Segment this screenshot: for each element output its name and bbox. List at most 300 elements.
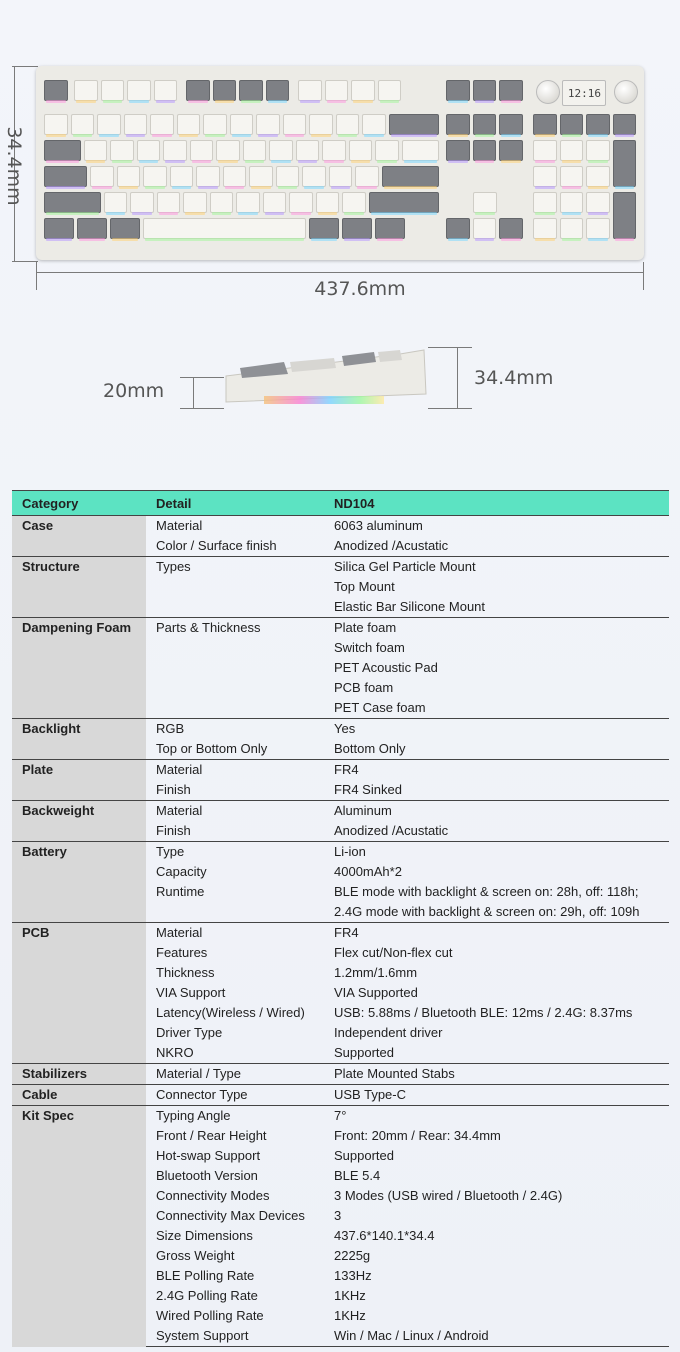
detail-cell: Size Dimensions: [156, 1228, 253, 1243]
detail-cell: [146, 577, 324, 597]
rgb-glow: [103, 100, 123, 103]
rgb-glow: [46, 238, 72, 241]
keycap: [170, 166, 194, 187]
spec-group: [12, 1064, 669, 1085]
keycap: [355, 166, 379, 187]
rgb-glow: [448, 160, 468, 163]
detail-cell: Material: [146, 923, 324, 944]
rgb-glow: [615, 186, 635, 189]
spec-group: [12, 516, 669, 557]
table-row: [12, 1106, 669, 1127]
keycap: [533, 114, 557, 135]
keycap: [533, 166, 557, 187]
rgb-glow: [185, 212, 205, 215]
value-cell: Li-ion: [324, 842, 669, 863]
rgb-glow: [258, 134, 278, 137]
rgb-glow: [285, 134, 305, 137]
keycap: [378, 80, 402, 101]
keycap: [586, 114, 610, 135]
spec-group: [12, 557, 669, 618]
keycap: [283, 114, 307, 135]
keycap: [473, 192, 497, 213]
detail-cell: Material: [146, 760, 324, 781]
keycap: [243, 140, 267, 161]
rgb-glow: [501, 100, 521, 103]
keycap: [322, 140, 346, 161]
rgb-glow: [139, 160, 159, 163]
detail-cell: Gross Weight: [156, 1248, 235, 1263]
keycap: [362, 114, 386, 135]
detail-cell: Type: [146, 842, 324, 863]
keycap: [213, 80, 237, 101]
rgb-glow: [588, 160, 608, 163]
rgb-glow: [205, 134, 225, 137]
spec-table: [12, 490, 669, 1347]
keycap: [336, 114, 360, 135]
height-dim-label: 34.4mm: [3, 126, 25, 206]
rgb-glow: [535, 212, 555, 215]
rgb-glow: [501, 134, 521, 137]
keycap: [216, 140, 240, 161]
keycap: [446, 140, 470, 161]
value-cell: Silica Gel Particle Mount: [324, 557, 669, 578]
header-category: Category: [12, 491, 146, 516]
keycap: [473, 114, 497, 135]
value-cell: PET Acoustic Pad: [334, 660, 438, 675]
keycap: [560, 114, 584, 135]
keycap: [473, 80, 497, 101]
rgb-glow: [106, 212, 126, 215]
keycap: [143, 218, 306, 239]
rgb-glow: [145, 186, 165, 189]
keycap: [124, 114, 148, 135]
front-height-label: 20mm: [103, 380, 165, 402]
rgb-glow: [562, 238, 582, 241]
rgb-glow: [304, 186, 324, 189]
category-cell: Structure: [12, 557, 146, 618]
rgb-glow: [46, 134, 66, 137]
value-cell: FR4: [324, 760, 669, 781]
keycap: [586, 218, 610, 239]
rear-height-label: 34.4mm: [474, 367, 554, 389]
rgb-glow: [92, 186, 112, 189]
rgb-glow: [475, 134, 495, 137]
keycap: [236, 192, 260, 213]
keycap: [44, 114, 68, 135]
keycap: [117, 166, 141, 187]
keycap: [44, 218, 74, 239]
rgb-glow: [46, 186, 85, 189]
value-cell: 2.4G mode with backlight & screen on: 29h, off: 109h: [334, 904, 640, 919]
keyboard-side-view: [224, 346, 428, 408]
detail-cell: Parts & Thickness: [146, 618, 324, 639]
rear-height-line: [457, 347, 458, 408]
table-row: [12, 760, 669, 781]
detail-cell: Material: [146, 801, 324, 822]
category-cell: Backlight: [12, 719, 146, 760]
rgb-glow: [562, 186, 582, 189]
keycap: [349, 140, 373, 161]
keycap: [90, 166, 114, 187]
keycap: [101, 80, 125, 101]
table-row: [12, 801, 669, 822]
spec-group: [12, 618, 669, 719]
rgb-glow: [344, 238, 370, 241]
rgb-glow: [271, 160, 291, 163]
keyboard-top-view: [36, 66, 644, 260]
keycap: [369, 192, 439, 213]
value-cell: 1KHz: [334, 1288, 366, 1303]
value-cell: 7°: [324, 1106, 669, 1127]
spec-group: [12, 801, 669, 842]
keycap: [210, 192, 234, 213]
rgb-glow: [338, 134, 358, 137]
keycap: [389, 114, 439, 135]
value-cell: Plate Mounted Stabs: [324, 1064, 669, 1085]
rgb-glow: [501, 160, 521, 163]
rgb-glow: [79, 238, 105, 241]
rgb-glow: [535, 160, 555, 163]
rgb-glow: [311, 238, 337, 241]
keycap: [382, 166, 439, 187]
rgb-glow: [475, 212, 495, 215]
rgb-glow: [46, 100, 66, 103]
category-cell: Dampening Foam: [12, 618, 146, 719]
rgb-glow: [126, 134, 146, 137]
header-model: ND104: [324, 491, 669, 516]
spec-group: [12, 923, 669, 1064]
value-cell: Anodized /Acustatic: [334, 823, 449, 838]
keycap: [269, 140, 293, 161]
table-row: [12, 923, 669, 944]
keycap: [613, 114, 637, 135]
keycap: [223, 166, 247, 187]
keycap: [163, 140, 187, 161]
detail-cell: Connectivity Modes: [156, 1188, 270, 1203]
keycap: [446, 80, 470, 101]
rgb-glow: [245, 160, 265, 163]
keycap: [137, 140, 161, 161]
rgb-glow: [129, 100, 149, 103]
keycap: [533, 218, 557, 239]
rgb-glow: [265, 212, 285, 215]
detail-cell: Finish: [156, 782, 191, 797]
rgb-glow: [298, 160, 318, 163]
rgb-glow: [588, 212, 608, 215]
keycap: [342, 192, 366, 213]
keycap: [157, 192, 181, 213]
rgb-glow: [232, 134, 252, 137]
front-height-tick-top: [180, 377, 224, 378]
keycap: [71, 114, 95, 135]
keycap: [533, 192, 557, 213]
keycap: [560, 140, 584, 161]
category-cell: Stabilizers: [12, 1064, 146, 1085]
rgb-glow: [344, 212, 364, 215]
rgb-glow: [615, 134, 635, 137]
height-dim-tick-top: [12, 66, 38, 67]
keycap: [97, 114, 121, 135]
category-cell: PCB: [12, 923, 146, 1064]
category-cell: Kit Spec: [12, 1106, 146, 1347]
rgb-glow: [475, 100, 495, 103]
keycap: [289, 192, 313, 213]
value-cell: Anodized /Acustatic: [334, 538, 449, 553]
rear-height-tick-top: [428, 347, 472, 348]
value-cell: USB: 5.88ms / Bluetooth BLE: 12ms / 2.4G: 8.37ms: [334, 1005, 633, 1020]
keycap: [499, 218, 523, 239]
rgb-glow: [318, 212, 338, 215]
detail-cell: [146, 678, 324, 698]
detail-cell: 2.4G Polling Rate: [156, 1288, 258, 1303]
value-cell: Bottom Only: [334, 741, 406, 756]
value-cell: FR4: [324, 923, 669, 944]
keycap: [130, 192, 154, 213]
keycap: [44, 192, 101, 213]
keycap: [309, 114, 333, 135]
detail-cell: Capacity: [156, 864, 207, 879]
keycap: [351, 80, 375, 101]
value-cell: Front: 20mm / Rear: 34.4mm: [334, 1128, 501, 1143]
keycap: [44, 140, 81, 161]
rgb-glow: [371, 212, 437, 215]
table-row: [12, 1064, 669, 1085]
header-detail: Detail: [146, 491, 324, 516]
rgb-glow: [562, 134, 582, 137]
rgb-glow: [380, 100, 400, 103]
keycap: [499, 140, 523, 161]
value-cell: 1KHz: [334, 1308, 366, 1323]
rgb-glow: [535, 238, 555, 241]
rgb-glow: [73, 134, 93, 137]
keycap: [560, 192, 584, 213]
rgb-glow: [351, 160, 371, 163]
table-row: [12, 719, 669, 740]
width-dim-label: 437.6mm: [314, 278, 406, 300]
height-dim-tick-bottom: [12, 261, 38, 262]
detail-cell: [146, 902, 324, 923]
value-cell: Flex cut/Non-flex cut: [334, 945, 453, 960]
rgb-glow: [238, 212, 258, 215]
rgb-glow: [156, 100, 176, 103]
table-row: [12, 618, 669, 639]
value-cell: BLE mode with backlight & screen on: 28h, off: 118h;: [334, 884, 639, 899]
keycap: [473, 218, 497, 239]
keycap: [342, 218, 372, 239]
keycap: [402, 140, 439, 161]
rgb-glow: [562, 212, 582, 215]
keycap: [203, 114, 227, 135]
rgb-glow: [331, 186, 351, 189]
detail-cell: VIA Support: [156, 985, 226, 1000]
table-row: [12, 516, 669, 537]
value-cell: 1.2mm/1.6mm: [334, 965, 418, 980]
keycap: [127, 80, 151, 101]
keycap: [296, 140, 320, 161]
detail-cell: Bluetooth Version: [156, 1168, 258, 1183]
spec-group: [12, 719, 669, 760]
knob-icon: [614, 80, 638, 104]
value-cell: 3: [334, 1208, 342, 1223]
rgb-glow: [192, 160, 212, 163]
rgb-glow: [152, 134, 172, 137]
detail-cell: Driver Type: [156, 1025, 223, 1040]
rgb-glow: [76, 100, 96, 103]
rgb-glow: [99, 134, 119, 137]
detail-cell: [146, 658, 324, 678]
keycap: [316, 192, 340, 213]
clock-screen: 12:16: [562, 80, 606, 106]
rgb-glow: [119, 186, 139, 189]
rgb-glow: [353, 100, 373, 103]
value-cell: FR4 Sinked: [334, 782, 402, 797]
rgb-glow: [448, 100, 468, 103]
rgb-glow: [300, 100, 320, 103]
keycap: [586, 192, 610, 213]
rgb-glow: [112, 238, 138, 241]
value-cell: VIA Supported: [334, 985, 418, 1000]
keycap: [375, 218, 405, 239]
rear-height-tick-bottom: [428, 408, 472, 409]
keycap: [473, 140, 497, 161]
value-cell: BLE 5.4: [334, 1168, 381, 1183]
rgb-glow: [324, 160, 344, 163]
rgb-glow: [475, 238, 495, 241]
keycap: [309, 218, 339, 239]
value-cell: Yes: [324, 719, 669, 740]
keycap: [499, 80, 523, 101]
category-cell: Cable: [12, 1085, 146, 1106]
spec-group: [12, 1106, 669, 1347]
keycap: [499, 114, 523, 135]
table-row: [12, 1085, 669, 1106]
value-cell: Plate foam: [324, 618, 669, 639]
rgb-glow: [132, 212, 152, 215]
keycap: [446, 218, 470, 239]
keycap: [586, 166, 610, 187]
keycap: [249, 166, 273, 187]
keycap: [329, 166, 353, 187]
detail-cell: Typing Angle: [146, 1106, 324, 1127]
keycap: [44, 80, 68, 101]
value-cell: Switch foam: [334, 640, 405, 655]
table-row: [12, 557, 669, 578]
width-dim-line: [36, 272, 644, 273]
rgb-glow: [404, 160, 437, 163]
rgb-glow: [86, 160, 106, 163]
keycap: [196, 166, 220, 187]
value-cell: 3 Modes (USB wired / Bluetooth / 2.4G): [334, 1188, 563, 1203]
detail-cell: Latency(Wireless / Wired): [156, 1005, 305, 1020]
keycap: [110, 140, 134, 161]
rgb-glow: [615, 238, 635, 241]
keycap: [298, 80, 322, 101]
value-cell: Supported: [334, 1148, 394, 1163]
rgb-glow: [145, 238, 304, 241]
value-cell: 6063 aluminum: [324, 516, 669, 537]
spec-group: [12, 760, 669, 801]
value-cell: 437.6*140.1*34.4: [334, 1228, 435, 1243]
category-cell: Battery: [12, 842, 146, 923]
value-cell: Aluminum: [324, 801, 669, 822]
keycap: [186, 80, 210, 101]
keycap: [560, 218, 584, 239]
keycap: [183, 192, 207, 213]
keycap: [77, 218, 107, 239]
keycap: [177, 114, 201, 135]
rgb-glow: [46, 160, 79, 163]
detail-cell: Types: [146, 557, 324, 578]
rgb-glow: [501, 238, 521, 241]
rgb-glow: [475, 160, 495, 163]
rgb-glow: [241, 100, 261, 103]
rgb-glow: [357, 186, 377, 189]
rgb-glow: [188, 100, 208, 103]
keycap: [613, 192, 637, 239]
detail-cell: Features: [156, 945, 208, 960]
detail-cell: Runtime: [156, 884, 205, 899]
spec-group: [12, 842, 669, 923]
keycap: [302, 166, 326, 187]
rgb-glow: [159, 212, 179, 215]
detail-cell: BLE Polling Rate: [156, 1268, 255, 1283]
detail-cell: Material: [146, 516, 324, 537]
value-cell: Top Mount: [334, 579, 395, 594]
value-cell: Elastic Bar Silicone Mount: [334, 599, 486, 614]
detail-cell: Color / Surface finish: [156, 538, 277, 553]
detail-cell: Connectivity Max Devices: [156, 1208, 305, 1223]
keycap: [239, 80, 263, 101]
detail-cell: Finish: [156, 823, 191, 838]
detail-cell: System Support: [146, 1326, 324, 1347]
width-dim-tick-left: [36, 262, 37, 290]
category-cell: Plate: [12, 760, 146, 801]
value-cell: 4000mAh*2: [334, 864, 402, 879]
detail-cell: Material / Type: [146, 1064, 324, 1085]
keycap: [190, 140, 214, 161]
front-height-line: [193, 377, 194, 408]
rgb-glow: [278, 186, 298, 189]
keycap: [560, 166, 584, 187]
keycap: [446, 114, 470, 135]
rgb-glow: [364, 134, 384, 137]
knob-icon: [536, 80, 560, 104]
keycap: [586, 140, 610, 161]
value-cell: Win / Mac / Linux / Android: [324, 1326, 669, 1347]
detail-cell: Wired Polling Rate: [156, 1308, 264, 1323]
detail-cell: NKRO: [156, 1045, 194, 1060]
value-cell: Supported: [334, 1045, 394, 1060]
rgb-glow: [391, 134, 437, 137]
rgb-glow: [327, 100, 347, 103]
detail-cell: Hot-swap Support: [156, 1148, 261, 1163]
rgb-glow: [165, 160, 185, 163]
value-cell: PCB foam: [334, 680, 394, 695]
keycap: [74, 80, 98, 101]
rgb-glow: [311, 134, 331, 137]
rgb-glow: [588, 186, 608, 189]
detail-cell: Front / Rear Height: [156, 1128, 267, 1143]
rgb-glow: [268, 100, 288, 103]
rgb-glow: [218, 160, 238, 163]
detail-cell: [146, 597, 324, 618]
table-row: [12, 842, 669, 863]
keycap: [84, 140, 108, 161]
rgb-glow: [384, 186, 437, 189]
width-dim-tick-right: [643, 262, 644, 290]
rgb-glow: [198, 186, 218, 189]
rgb-glow: [112, 160, 132, 163]
